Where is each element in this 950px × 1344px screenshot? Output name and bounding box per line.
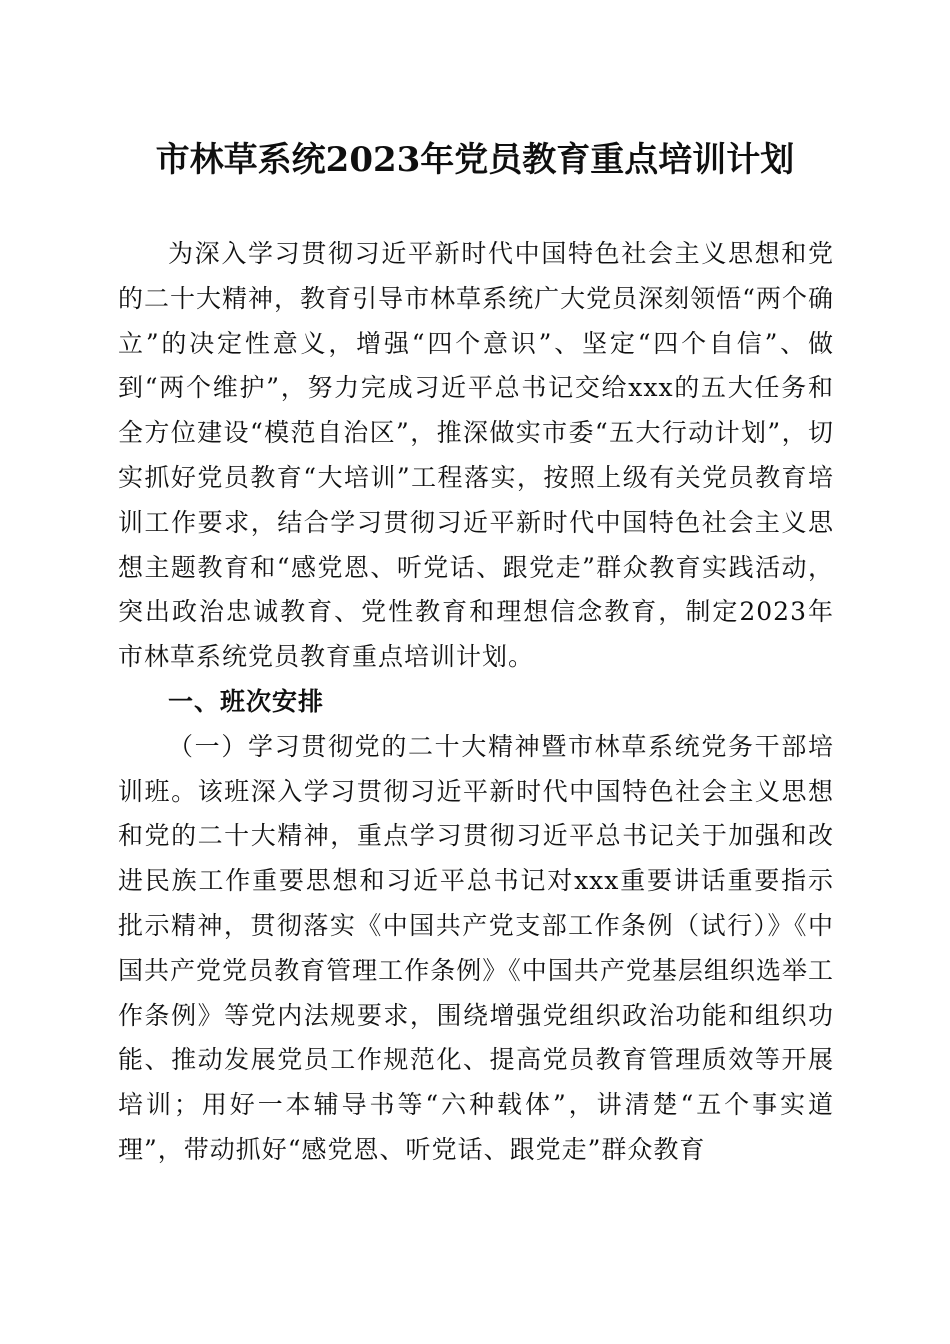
training-class-subheading: （一）学习贯彻党的二十大精神暨市林草系统党务干部培训班。 [118, 731, 834, 806]
training-class-paragraph [118, 725, 834, 1173]
section-heading-class-arrangement: 一、班次安排 [168, 686, 325, 716]
document-body [118, 232, 834, 1173]
document-title: 市林草系统2023年党员教育重点培训计划 [155, 140, 795, 180]
training-class-body-text: 该班深入学习贯彻习近平新时代中国特色社会主义思想和党的二十大精神，重点学习贯彻习近平总书记关于加强和改进民族工作重要思想和习近平总书记对xxx重要讲话重要指示批示精神，贯彻落实《中国共产党支部工作条例（试行）》《中国共产党党员教育管理工作条例》《中国共产党基层组织选举工作条例》等党内法规要求，围绕增强党组织政治功能和组织功能、推动发展党员工作规范化、提高党员教育管理质效等开展培训；用好一本辅导书等“六种载体”，讲清楚“五个事实道理”，带动抓好“感党恩、听党话、跟党走”群众教育 [118, 776, 834, 1164]
intro-paragraph: 为深入学习贯彻习近平新时代中国特色社会主义思想和党的二十大精神，教育引导市林草系统广大党员深刻领悟“两个确立”的决定性意义，增强“四个意识”、坚定“四个自信”、做到“两个维护”，努力完成习近平总书记交给xxx的五大任务和全方位建设“模范自治区”，推深做实市委“五大行动计划”，切实抓好党员教育“大培训”工程落实，按照上级有关党员教育培训工作要求，结合学习贯彻习近平新时代中国特色社会主义思想主题教育和“感党恩、听党话、跟党走”群众教育实践活动，突出政治忠诚教育、党性教育和理想信念教育，制定2023年市林草系统党员教育重点培训计划。 [118, 239, 834, 672]
